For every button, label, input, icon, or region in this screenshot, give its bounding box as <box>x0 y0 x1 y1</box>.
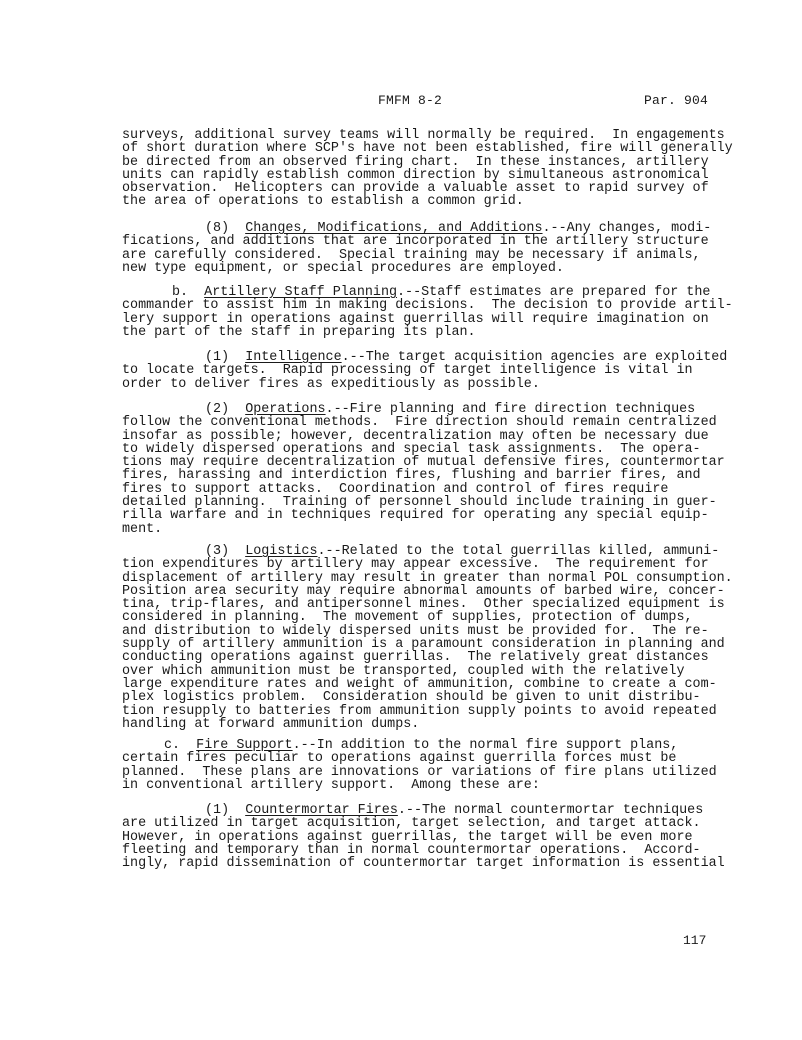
paragraph-c1-countermortar <box>122 803 725 872</box>
item-number: c. <box>164 738 181 753</box>
paragraph-number: Par. 904 <box>644 93 709 108</box>
page-number: 117 <box>683 933 707 948</box>
section-title: Logistics <box>245 544 318 559</box>
item-number: (3) <box>205 544 230 559</box>
item-number: (1) <box>205 803 230 818</box>
section-title: Changes, Modifications, and Additions <box>245 221 543 236</box>
paragraph-b-staff-planning <box>122 285 733 340</box>
paragraph-c-fire-support <box>122 738 717 793</box>
paragraph-b1-intelligence <box>122 350 728 392</box>
paragraph-body: .--The target acquisition agencies are exploited to locate targets. Rapid processing of target intelligence is vital in order to deliver fires as expeditiously as possible. <box>122 350 728 392</box>
item-number: (1) <box>205 350 230 365</box>
section-title: Fire Support <box>196 738 293 753</box>
intro-paragraph: surveys, additional survey teams will normally be required. In engagements of short duration where SCP's have not been established, fire will generally be directed from an observed firing chart. In these instances, artillery units can rapidly establish common direction by simultaneous astronomical observation. Helicopters can provide a valuable asset to rapid survey of the area of operations to establish a common grid. <box>122 128 733 210</box>
paragraph-body: .--The normal countermortar techniques are utilized in target acquisition, target selection, and target attack. However, in operations against guerrillas, the target will be even more fleeting and temporary than in normal countermortar operations. Accord- ingly, rapid dissemination of countermortar target information is essential <box>122 803 725 872</box>
item-number: b. <box>172 285 189 300</box>
document-id: FMFM 8-2 <box>378 93 443 108</box>
section-title: Countermortar Fires <box>245 803 398 818</box>
item-number: (8) <box>205 221 230 236</box>
paragraph-body: .--In addition to the normal fire support plans, certain fires peculiar to operations against guerrilla forces must be planned. These plans are innovations or variations of fire plans utilized in conventional artillery support. Among these are: <box>122 738 717 793</box>
paragraph-body: .--Fire planning and fire direction techniques follow the conventional methods. Fire direction should remain centralized insofar as possible; however, decentralization may often be necessary due to widely dispersed operations and special task assignments. The opera- tions may require decentralization of mutual defensive fires, countermortar fires, harassing and interdiction fires, flushing and barrier fires, and fires to support attacks. Coordination and control of fires require detailed planning. Training of personnel should include training in guer- rilla warfare and in techniques required for operating any special equip- ment. <box>122 402 725 537</box>
paragraph-body: .--Any changes, modi- fications, and additions that are incorporated in the artillery structure are carefully considered. Special training may be necessary if animals, new type equipment, or special procedures are employed. <box>122 221 712 276</box>
paragraph-body: .--Staff estimates are prepared for the commander to assist him in making decisions. The decision to provide artil- lery support in operations against guerrillas will require imagination on the part of the staff in preparing its plan. <box>122 285 733 340</box>
paragraph-b2-operations <box>122 402 725 537</box>
section-title: Operations <box>245 402 326 417</box>
section-title: Intelligence <box>245 350 342 365</box>
paragraph-b3-logistics <box>122 544 733 732</box>
section-title: Artillery Staff Planning <box>204 285 398 300</box>
item-number: (2) <box>205 402 230 417</box>
paragraph-body: .--Related to the total guerrillas killed, ammuni- tion expenditures by artillery may appear excessive. The requirement for displacement of artillery may result in greater than normal POL consumption. Position area security may require abnormal amounts of barbed wire, concer- tina, trip-flares, and antipersonnel mines. Other specialized equipment is considered in planning. The movement of supplies, protection of dumps, and distribution to widely dispersed units must be provided for. The re- supply of artillery ammunition is a paramount consideration in planning and conducting operations against guerrillas. The relatively great distances over which ammunition must be transported, coupled with the relatively large expenditure rates and weight of ammunition, combine to create a com- plex logistics problem. Consideration should be given to unit distribu- tion resupply to batteries from ammunition supply points to avoid repeated handling at forward ammunition dumps. <box>122 544 733 732</box>
paragraph-8-changes <box>122 222 712 275</box>
